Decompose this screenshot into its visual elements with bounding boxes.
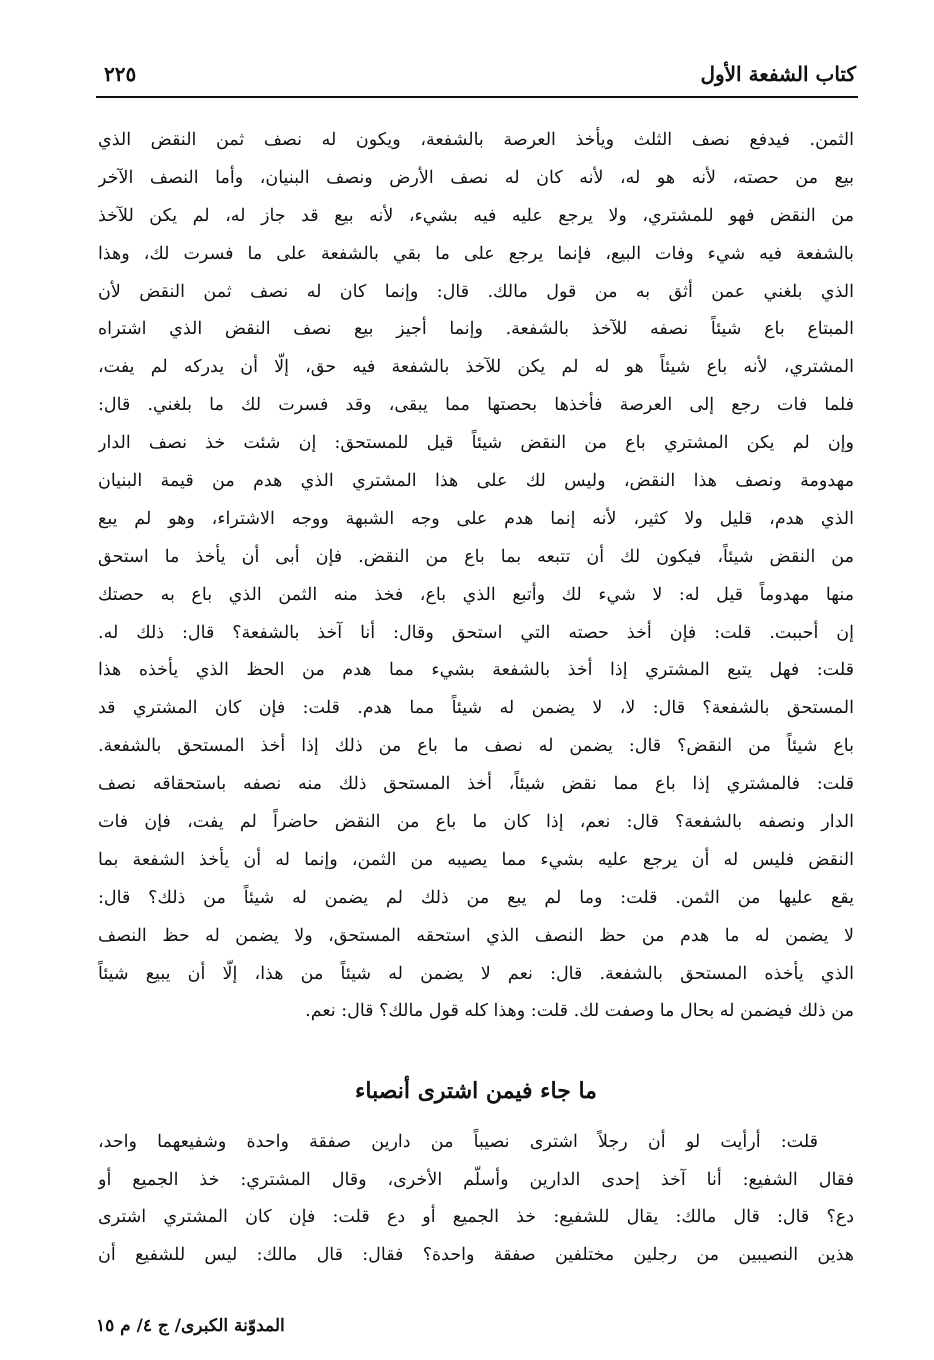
text-line: الذي بلغني عمن أثق به من قول مالك. قال: وإنما كان له نصف ثمن النقض لأن bbox=[98, 281, 854, 302]
text-line: من النقض شيئاً، فيكون لك أن تتبعه بما باع من النقض. فإن أبى أن يأخذ ما استحق bbox=[98, 546, 854, 567]
text-line: منها مهدوماً قيل له: لا شيء لك وأتبع الذي باع، فخذ منه الثمن الذي باع به حصتك bbox=[98, 584, 854, 605]
text-line: الذي يأخذه المستحق بالشفعة. قال: نعم لا يضمن له شيئاً من هذا، إلّا أن يبيع شيئاً bbox=[98, 963, 854, 984]
text-line: دع؟ قال: قال مالك: يقال للشفيع: خذ الجميع أو دع قلت: فإن كان المشتري اشترى bbox=[98, 1207, 854, 1227]
running-header bbox=[96, 56, 856, 96]
text-line: قلت: أرأيت لو أن رجلاً اشترى نصيباً من دارين صفقة واحدة وشفيعهما واحد، bbox=[98, 1132, 818, 1152]
main-paragraph bbox=[98, 122, 854, 1031]
text-line: الذي هدم، قليل ولا كثير، لأنه إنما هدم على وجه الشبهة ووجه الاشتراء، وهو لم يبع bbox=[98, 508, 854, 529]
text-line: إن أحببت. قلت: فإن أخذ حصته التي استحق وقال: أنا آخذ بالشفعة؟ قال: ذلك له. bbox=[98, 622, 854, 643]
text-line: المستحق بالشفعة؟ قال: لا، لا يضمن له شيئاً مما هدم. قلت: فإن كان المشتري قد bbox=[98, 698, 854, 719]
header-title: كتاب الشفعة الأول bbox=[700, 62, 856, 86]
text-line: الثمن. فيدفع نصف الثلث ويأخذ العرصة بالشفعة، ويكون له نصف ثمن النقض الذي bbox=[98, 130, 854, 150]
text-line: من ذلك فيضمن له بحال ما وصفت لك. قلت: وهذا كله قول مالك؟ قال: نعم. bbox=[305, 1001, 854, 1022]
section-heading: ما جاء فيمن اشترى أنصباء bbox=[355, 1078, 597, 1104]
text-line: فلما فات رجع إلى العرصة فأخذها بحصتها مما يبقى، وقد فسرت لك ما بلغني. قال: bbox=[98, 395, 854, 416]
volume-signature: المدوّنة الكبرى/ ج ٤/ م ١٥ bbox=[96, 1316, 285, 1336]
text-line: مهدومة ونصف هذا النقض، وليس لك على هذا المشتري الذي هدم من قيمة البنيان bbox=[98, 471, 854, 492]
text-line: قلت: فهل يتبع المشتري إذا أخذ بالشفعة بشيء مما هدم من الحظ الذي يأخذه هذا bbox=[98, 660, 854, 681]
text-line: النقض فليس له أن يرجع عليه بشيء مما يصيبه من الثمن، وإنما له أن يأخذ الشفعة بما bbox=[98, 849, 854, 870]
text-line: المشتري، لأنه باع شيئاً هو له لم يكن للآخذ بالشفعة فيه حق، إلّا أن يدركه لم يفت، bbox=[98, 357, 854, 378]
text-line: المبتاع باع شيئاً نصفه للآخذ بالشفعة. وإنما أجيز بيع نصف النقض الذي اشتراه bbox=[98, 319, 854, 340]
text-line: بيع من حصته، لأنه هو له، لأنه كان له نصف الأرض ونصف البنيان، وأما النصف الآخر bbox=[98, 167, 854, 188]
second-paragraph bbox=[98, 1124, 854, 1274]
text-line: بالشفعة فيه شيء وفات البيع، فإنما يرجع على ما بقي بالشفعة على ما فسرت لك، وهذا bbox=[98, 243, 854, 264]
text-line: وإن لم يكن المشتري باع من النقض شيئاً قيل للمستحق: إن شئت خذ نصف الدار bbox=[98, 433, 854, 454]
header-rule bbox=[96, 96, 858, 98]
text-line: فقال الشفيع: أنا آخذ إحدى الدارين وأسلّم الأخرى، وقال المشتري: خذ الجميع أو bbox=[98, 1169, 854, 1190]
text-line: من النقض فهو للمشتري، ولا يرجع عليه فيه بشيء، لأنه بيع قد جاز له، لم يكن للآخذ bbox=[98, 205, 854, 226]
text-line: باع شيئاً من النقض؟ قال: يضمن له نصف ما باع من ذلك إذا أخذ المستحق بالشفعة. bbox=[98, 736, 854, 757]
text-line: الدار ونصفه بالشفعة؟ قال: نعم، إذا كان ما باع من النقض حاضراً لم يفت، فإن فات bbox=[98, 812, 854, 833]
text-line: لا يضمن له ما هدم من حظ النصف الذي استحقه المستحق، ولا يضمن له حظ النصف bbox=[98, 925, 854, 946]
text-line: يقع عليها من الثمن. قلت: وما لم يبع من ذلك لم يضمن له شيئاً من ذلك؟ قال: bbox=[98, 887, 854, 908]
text-line: قلت: فالمشتري إذا باع مما نقض شيئاً، أخذ المستحق ذلك منه نصفه باستحقاقه نصف bbox=[98, 774, 854, 795]
page-number: ٢٢٥ bbox=[104, 62, 137, 86]
text-line: هذين النصيبين من رجلين مختلفين صفقة واحدة؟ فقال: قال مالك: ليس للشفيع أن bbox=[98, 1244, 854, 1265]
